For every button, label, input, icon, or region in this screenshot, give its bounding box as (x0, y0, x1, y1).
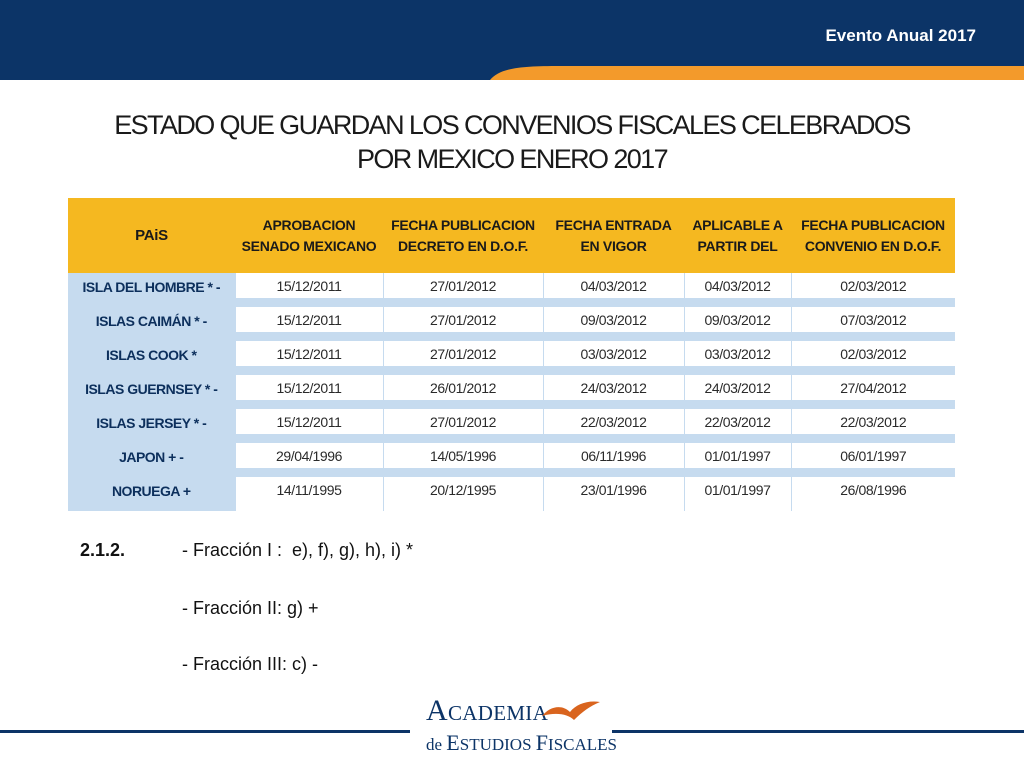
table-row (68, 341, 955, 375)
page-title-line2: POR MEXICO ENERO 2017 (356, 144, 667, 174)
table-row (68, 443, 955, 477)
section-number: 2.1.2. (80, 540, 126, 560)
date-cell: 02/03/2012 (791, 273, 955, 307)
date-cell: 27/01/2012 (383, 273, 543, 307)
date-cell: 04/03/2012 (543, 273, 684, 307)
table-row (68, 477, 955, 511)
date-cell: 27/01/2012 (383, 341, 543, 375)
header-publicacion-convenio: FECHA PUBLICACION CONVENIO EN D.O.F. (791, 198, 955, 273)
country-cell: ISLA DEL HOMBRE * - (68, 273, 235, 307)
date-cell: 15/12/2011 (235, 307, 383, 341)
feather-icon (540, 696, 602, 724)
date-cell: 22/03/2012 (791, 409, 955, 443)
logo-line1: ACADEMIA (426, 694, 549, 727)
table-row (68, 273, 955, 307)
note-line-fraccion-3: - Fracción III: c) - (182, 654, 319, 674)
date-cell: 15/12/2011 (235, 375, 383, 409)
footer-rule-left (0, 730, 410, 733)
date-cell: 24/03/2012 (684, 375, 791, 409)
date-cell: 06/11/1996 (543, 443, 684, 477)
date-cell: 27/04/2012 (791, 375, 955, 409)
country-cell: ISLAS JERSEY * - (68, 409, 235, 443)
page-title (60, 108, 964, 176)
footer-rule-right (612, 730, 1024, 733)
date-cell: 22/03/2012 (543, 409, 684, 443)
table-row (68, 307, 955, 341)
table-row (68, 375, 955, 409)
note-line-fraccion-1: - Fracción I : e), f), g), h), i) * (182, 540, 414, 560)
country-cell: ISLAS CAIMÁN * - (68, 307, 235, 341)
date-cell: 03/03/2012 (684, 341, 791, 375)
date-cell: 09/03/2012 (543, 307, 684, 341)
country-cell: ISLAS COOK * (68, 341, 235, 375)
date-cell: 04/03/2012 (684, 273, 791, 307)
date-cell: 03/03/2012 (543, 341, 684, 375)
date-cell: 15/12/2011 (235, 341, 383, 375)
date-cell: 07/03/2012 (791, 307, 955, 341)
date-cell: 06/01/1997 (791, 443, 955, 477)
country-cell: JAPON + - (68, 443, 235, 477)
date-cell: 29/04/1996 (235, 443, 383, 477)
header-aprobacion: APROBACION SENADO MEXICANO (235, 198, 383, 273)
date-cell: 15/12/2011 (235, 409, 383, 443)
date-cell: 14/05/1996 (383, 443, 543, 477)
date-cell: 27/01/2012 (383, 409, 543, 443)
conventions-table (68, 198, 955, 511)
date-cell: 26/08/1996 (791, 477, 955, 511)
header-aplicable: APLICABLE A PARTIR DEL (684, 198, 791, 273)
page-title-line1: ESTADO QUE GUARDAN LOS CONVENIOS FISCALES CELEBRADOS (114, 110, 910, 140)
table-header-row (68, 198, 955, 273)
table-row (68, 409, 955, 443)
date-cell: 23/01/1996 (543, 477, 684, 511)
header-entrada-vigor: FECHA ENTRADA EN VIGOR (543, 198, 684, 273)
country-cell: ISLAS GUERNSEY * - (68, 375, 235, 409)
date-cell: 01/01/1997 (684, 477, 791, 511)
country-cell: NORUEGA + (68, 477, 235, 511)
event-title: Evento Anual 2017 (825, 26, 976, 45)
header-accent-swoosh (0, 60, 1024, 90)
header-publicacion-decreto: FECHA PUBLICACION DECRETO EN D.O.F. (383, 198, 543, 273)
date-cell: 14/11/1995 (235, 477, 383, 511)
date-cell: 20/12/1995 (383, 477, 543, 511)
date-cell: 02/03/2012 (791, 341, 955, 375)
date-cell: 26/01/2012 (383, 375, 543, 409)
date-cell: 09/03/2012 (684, 307, 791, 341)
academia-logo (412, 692, 618, 758)
header-pais: PAiS (68, 198, 235, 273)
date-cell: 01/01/1997 (684, 443, 791, 477)
date-cell: 24/03/2012 (543, 375, 684, 409)
date-cell: 27/01/2012 (383, 307, 543, 341)
date-cell: 15/12/2011 (235, 273, 383, 307)
date-cell: 22/03/2012 (684, 409, 791, 443)
logo-line2: de ESTUDIOS FISCALES (426, 730, 618, 755)
note-line-fraccion-2: - Fracción II: g) + (182, 598, 319, 618)
